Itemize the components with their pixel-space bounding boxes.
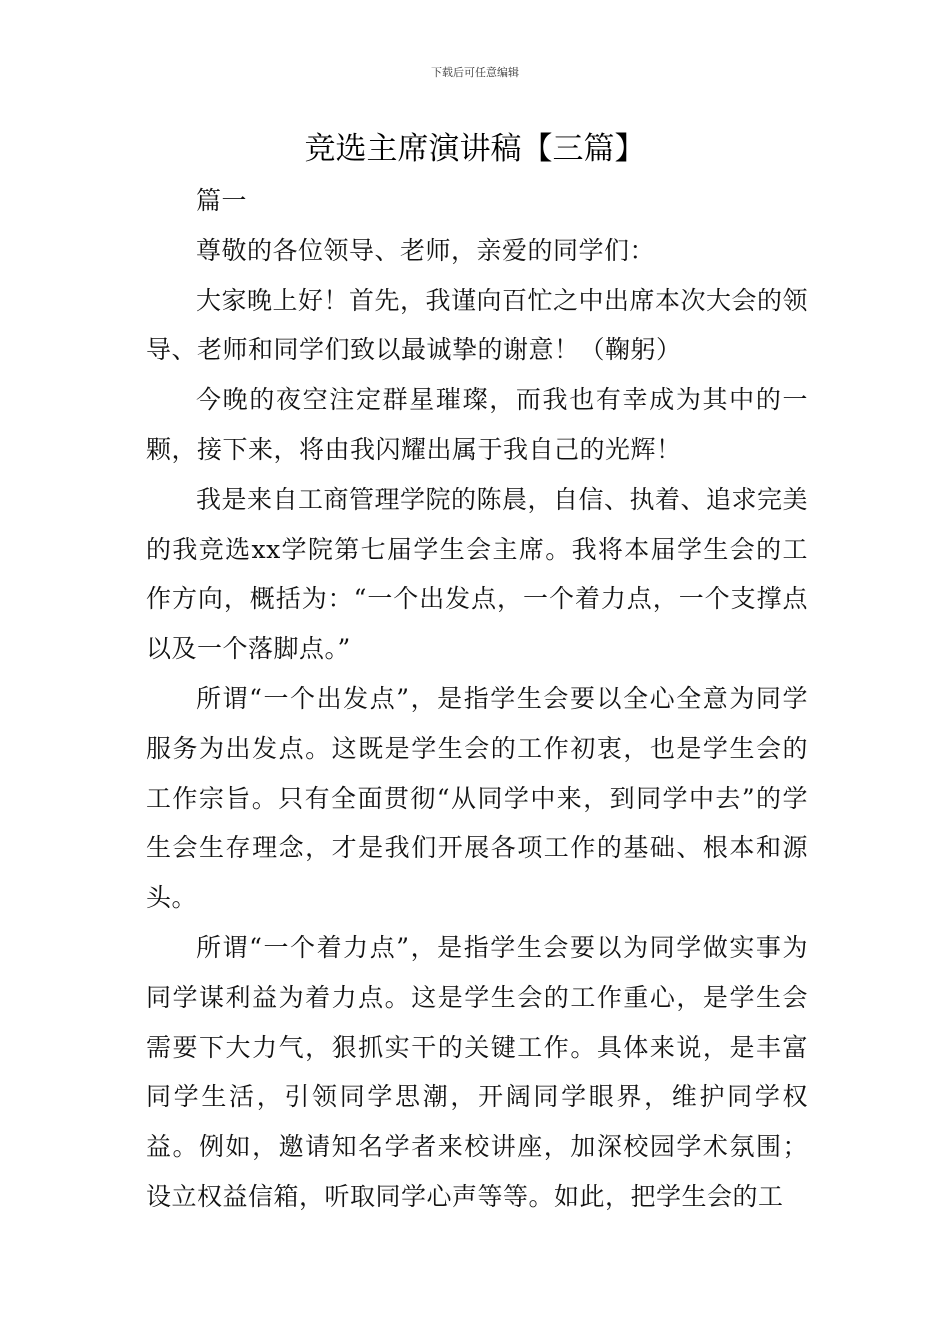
salutation: 尊敬的各位领导、老师，亲爱的同学们： bbox=[196, 235, 656, 265]
header-note: 下载后可任意编辑 bbox=[431, 66, 519, 79]
section-heading: 篇一 bbox=[196, 186, 248, 215]
document-title: 竞选主席演讲稿【三篇】 bbox=[304, 131, 646, 167]
paragraph: 今晚的夜空注定群星璀璨，而我也有幸成为其中的一颗，接下来，将由我闪耀出属于我自己的光辉！ bbox=[146, 385, 808, 464]
paragraph: 我是来自工商管理学院的陈晨，自信、执着、追求完美的我竞选xx学院第七届学生会主席。我将本届学生会的工作方向，概括为：“一个出发点，一个着力点，一个支撑点以及一个落脚点。” bbox=[146, 484, 809, 664]
paragraph: 所谓“一个出发点”，是指学生会要以全心全意为同学服务为出发点。这既是学生会的工作初衷，也是学生会的工作宗旨。只有全面贯彻“从同学中来，到同学中去”的学生会生存理念，才是我们开展各项工作的基础、根本和源头。 bbox=[146, 683, 808, 913]
paragraph: 所谓“一个着力点”，是指学生会要以为同学做实事为同学谋利益为着力点。这是学生会的工作重心，是学生会需要下大力气，狠抓实干的关键工作。具体来说，是丰富同学生活，引领同学思潮，开阔同学眼界，维护同学权益。例如，邀请知名学者来校讲座，加深校园学术氛围；设立权益信箱，听取同学心声等等。如此，把学生会的工 bbox=[146, 932, 808, 1211]
document-body bbox=[146, 176, 808, 1222]
paragraph: 大家晚上好！首先，我谨向百忙之中出席本次大会的领导、老师和同学们致以最诚挚的谢意！（鞠躬） bbox=[146, 285, 809, 365]
